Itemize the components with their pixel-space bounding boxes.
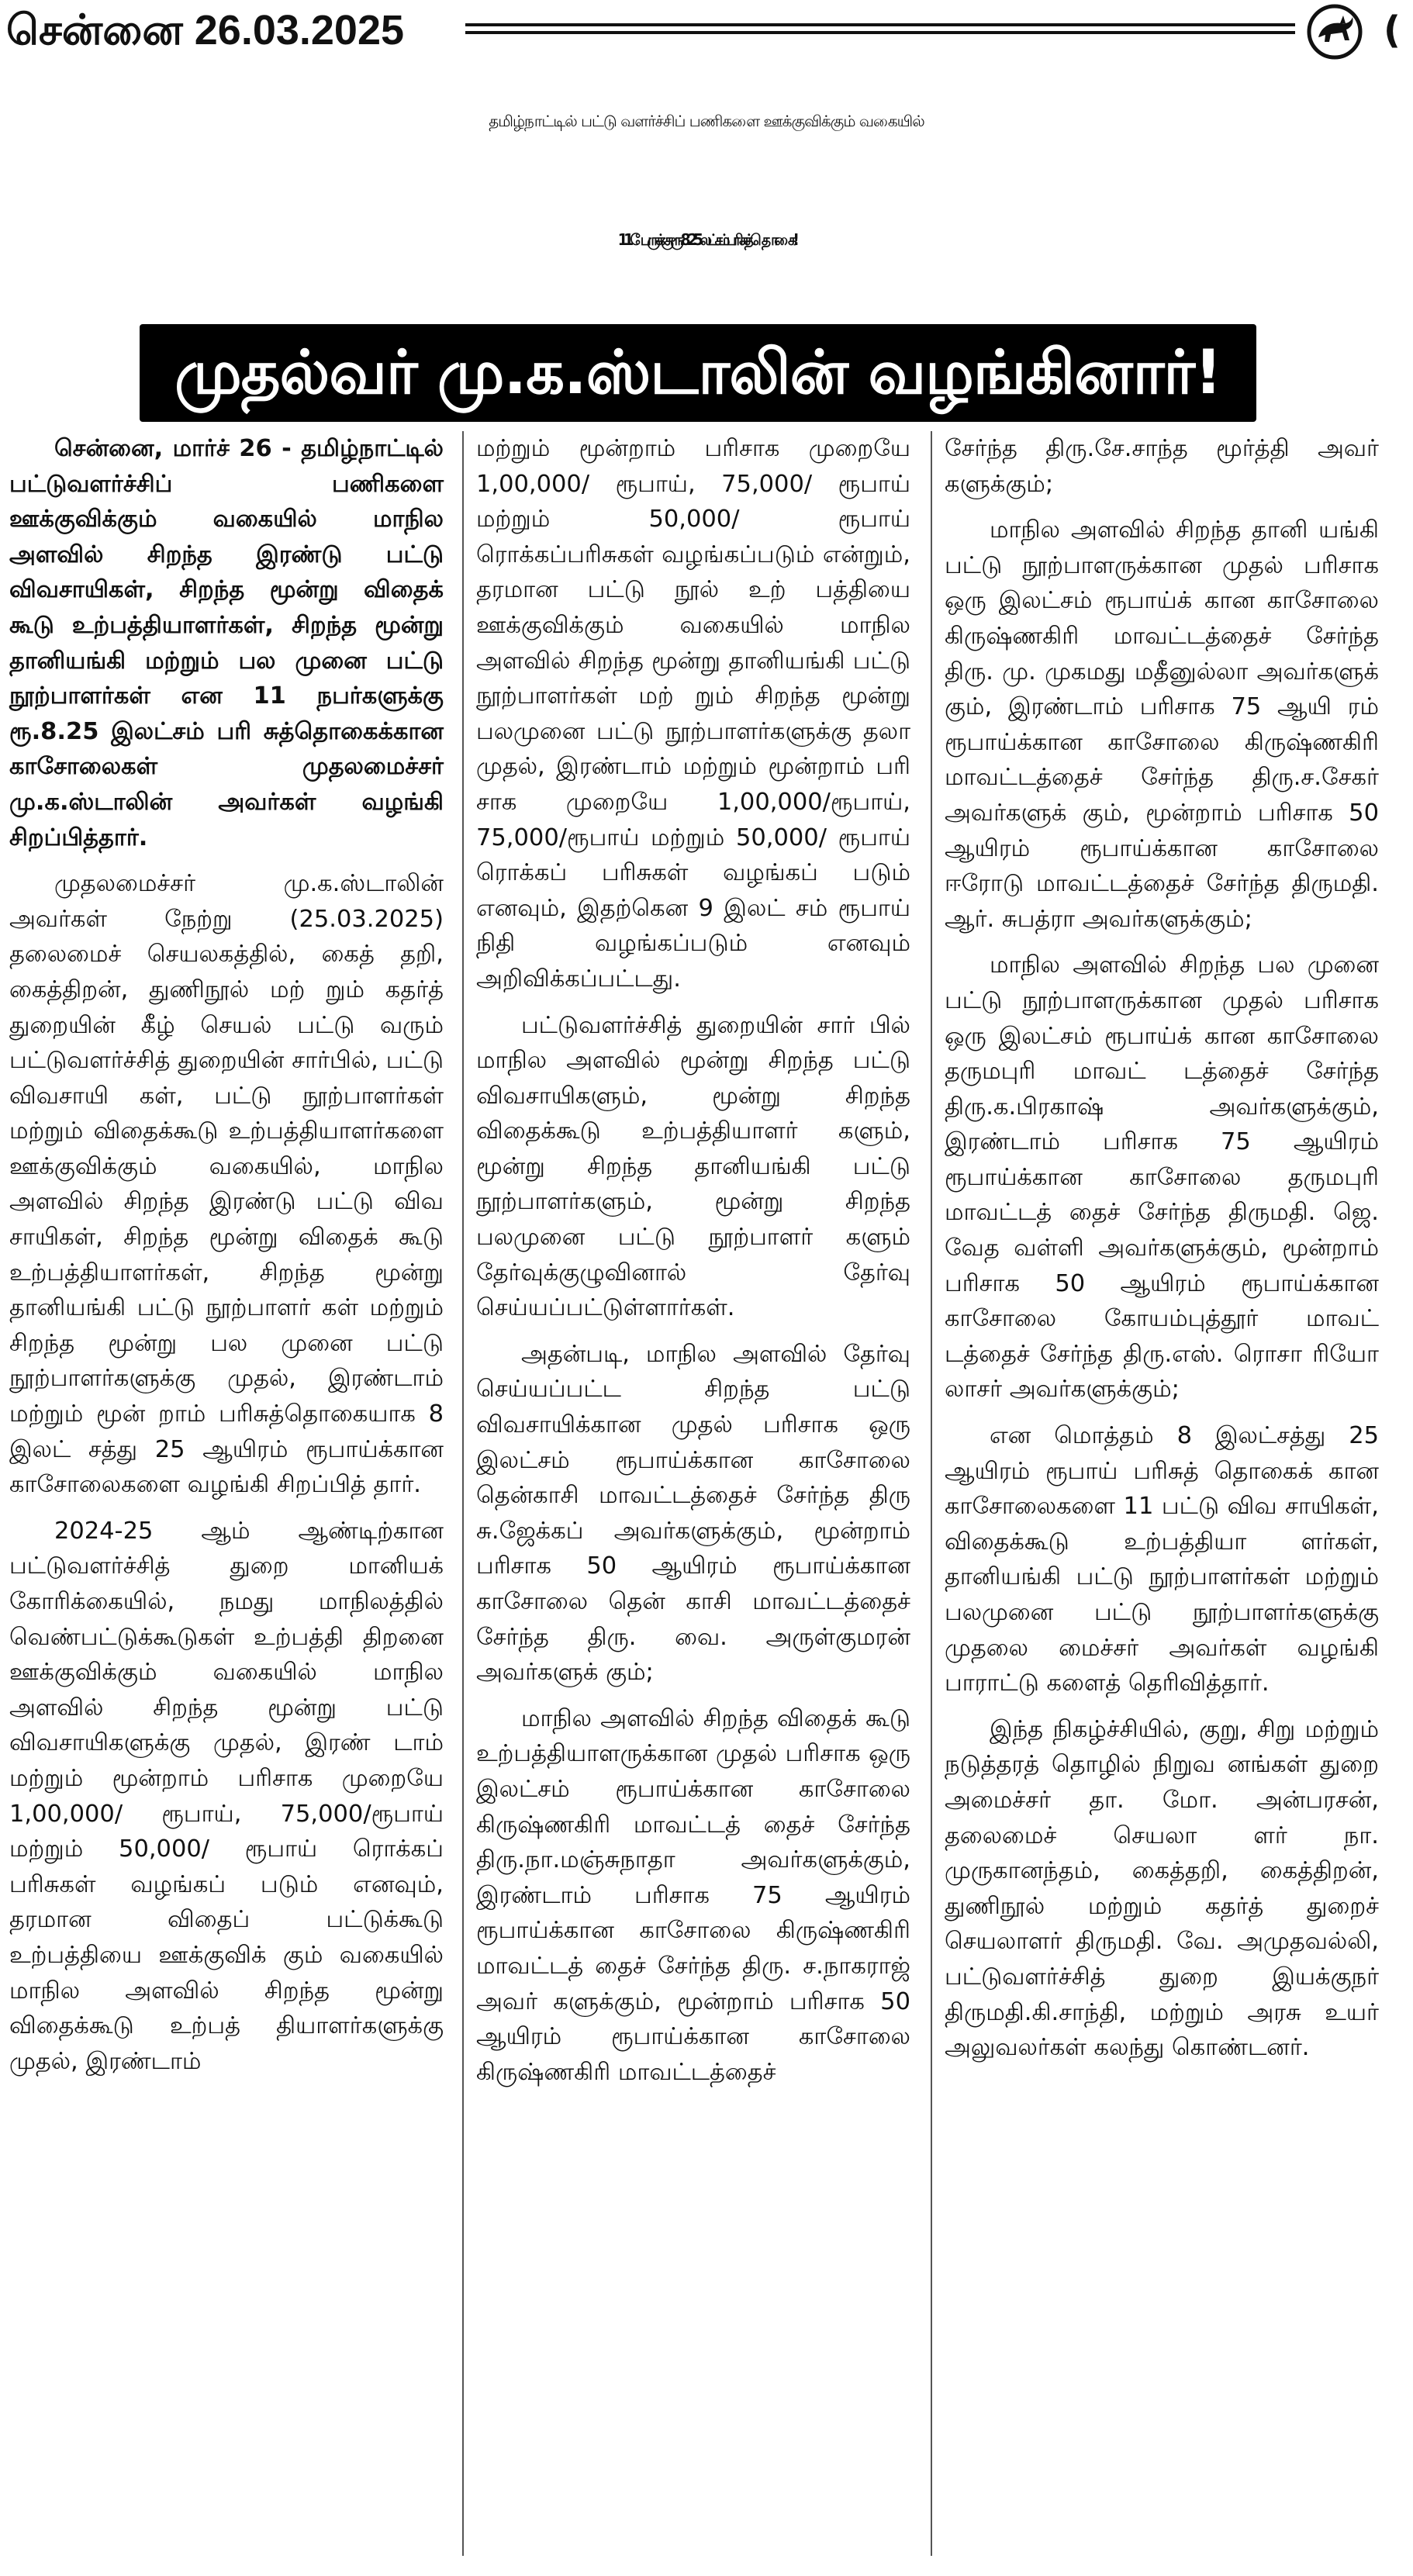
article-paragraph: பட்டுவளர்ச்சித் துறையின் சார் பில் மாநில அளவில் மூன்று சிறந்த பட்டு விவசாயிகளும், மூன்று சிறந்த விதைக்கூடு உற்பத்தியாளர் களும், மூன்று சிறந்த தானியங்கி பட்டு நூற்பாளர்களும், மூன்று சிறந்த பலமுனை பட்டு நூற்பாளர் களும் தேர்வுக்குழுவினால் தேர்வு செய்யப்பட்டுள்ளார்கள். xyxy=(476,1011,910,1322)
article-paragraph: முதலமைச்சர் மு.க.ஸ்டாலின் அவர்கள் நேற்று (25.03.2025) தலைமைச் செயலகத்தில், கைத் தறி, கைத்திறன், துணிநூல் மற் றும் கதர்த் துறையின் கீழ் செயல் பட்டு வரும் பட்டுவளர்ச்சித் துறையின் சார்பில், பட்டு விவசாயி கள், பட்டு நூற்பாளர்கள் மற்றும் விதைக்கூடு உற்பத்தியாளர்களை ஊக்குவிக்கும் வகையில், மாநில அளவில் சிறந்த இரண்டு பட்டு விவ சாயிகள், சிறந்த மூன்று விதைக் கூடு உற்பத்தியாளர்கள், சிறந்த மூன்று தானியங்கி பட்டு நூற்பாளர் கள் மற்றும் சிறந்த மூன்று பல முனை பட்டு நூற்பாளர்களுக்கு முதல், இரண்டாம் மற்றும் மூன் றாம் பரிசுத்தொகையாக 8 இலட் சத்து 25 ஆயிரம் ரூபாய்க்கான காசோலைகளை வழங்கி சிறப்பித் தார். xyxy=(9,870,444,1499)
article-paragraph: மாநில அளவில் சிறந்த பல முனை பட்டு நூற்பாளருக்கான முதல் பரிசாக ஒரு இலட்சம் ரூபாய்க் கான காசோலை தருமபுரி மாவட் டத்தைச் சேர்ந்த திரு.க.பிரகாஷ் அவர்களுக்கும், இரண்டாம் பரிசாக 75 ஆயிரம் ரூபாய்க்கான காசோலை தருமபுரி மாவட்டத் தைச் சேர்ந்த திருமதி. ஜெ. வேத வள்ளி அவர்களுக்கும், மூன்றாம் பரிசாக 50 ஆயிரம் ரூபாய்க்கான காசோலை கோயம்புத்தூர் மாவட் டத்தைச் சேர்ந்த திரு.எஸ். ரொசா ரியோ லாசர் அவர்களுக்கும்; xyxy=(945,951,1379,1404)
bull-logo-icon xyxy=(1304,3,1365,60)
article-paragraph: அதன்படி, மாநில அளவில் தேர்வு செய்யப்பட்ட சிறந்த பட்டு விவசாயிக்கான முதல் பரிசாக ஒரு இலட்சம் ரூபாய்க்கான காசோலை தென்காசி மாவட்டத்தைச் சேர்ந்த திரு சு.ஜேக்கப் அவர்களுக்கும், மூன்றாம் பரிசாக 50 ஆயிரம் ரூபாய்க்கான காசோலை தென் காசி மாவட்டத்தைச் சேர்ந்த திரு. வை. அருள்குமரன் அவர்களுக் கும்; xyxy=(476,1340,910,1687)
dateline: சென்னை, மார்ச் 26 - xyxy=(54,435,292,462)
main-headline: 11 பேருக்கு ரூ.8.25 லட்சம் பரிசுத் தொகை! xyxy=(617,230,796,249)
article-lead xyxy=(9,431,444,855)
article-paragraph: இந்த நிகழ்ச்சியில், குறு, சிறு மற்றும் நடுத்தரத் தொழில் நிறுவ னங்கள் துறை அமைச்சர் தா. மோ. அன்பரசன், தலைமைச் செயலா ளர் நா. முருகானந்தம், கைத்தறி, கைத்திறன், துணிநூல் மற்றும் கதர்த் துறைச் செயலாளர் திருமதி. வே. அமுதவல்லி, பட்டுவளர்ச்சித் துறை இயக்குநர் திருமதி.கி.சாந்தி, மற்றும் அரசு உயர் அலுவலர்கள் கலந்து கொண்டனர். xyxy=(945,1715,1379,2062)
column-divider xyxy=(931,431,932,2556)
article-paragraph: 2024-25 ஆம் ஆண்டிற்கான பட்டுவளர்ச்சித் துறை மானியக் கோரிக்கையில், நமது மாநிலத்தில் வெண்பட்டுக்கூடுகள் உற்பத்தி திறனை ஊக்குவிக்கும் வகையில் மாநில அளவில் சிறந்த மூன்று பட்டு விவசாயிகளுக்கு முதல், இரண் டாம் மற்றும் மூன்றாம் பரிசாக முறையே 1,00,000/ ரூபாய், 75,000/ரூபாய் மற்றும் 50,000/ ரூபாய் ரொக்கப் பரிசுகள் வழங்கப் படும் எனவும், தரமான விதைப் பட்டுக்கூடு உற்பத்தியை ஊக்குவிக் கும் வகையில் மாநில அளவில் சிறந்த மூன்று விதைக்கூடு உற்பத் தியாளர்களுக்கு முதல், இரண்டாம் xyxy=(9,1517,444,2075)
kicker-headline: தமிழ்நாட்டில் பட்டு வளர்ச்சிப் பணிகளை ஊக்குவிக்கும் வகையில் xyxy=(489,112,924,130)
article-column-1 xyxy=(9,431,444,2090)
article-paragraph: சேர்ந்த திரு.சே.சாந்த மூர்த்தி அவர் களுக்கும்; xyxy=(945,435,1379,498)
subhead-text: முதல்வர் மு.க.ஸ்டாலின் வழங்கினார்! xyxy=(174,338,1221,408)
article-paragraph: என மொத்தம் 8 இலட்சத்து 25 ஆயிரம் ரூபாய் பரிசுத் தொகைக் கான காசோலைகளை 11 பட்டு விவ சாயிகள், விதைக்கூடு உற்பத்தியா ளர்கள், தானியங்கி பட்டு நூற்பாளர்கள் மற்றும் பலமுனை பட்டு நூற்பாளர்களுக்கு முதலை மைச்சர் அவர்கள் வழங்கி பாராட்டு களைத் தெரிவித்தார். xyxy=(945,1422,1379,1697)
masthead xyxy=(0,0,1413,60)
article-column-3 xyxy=(945,431,1379,2077)
article-column-2 xyxy=(476,431,910,2101)
city-date: சென்னை 26.03.2025 xyxy=(6,7,405,54)
lead-text: தமிழ்நாட்டில் பட்டுவளர்ச்சிப் பணிகளை ஊக்குவிக்கும் வகையில் மாநில அளவில் சிறந்த இரண்டு பட்டு விவசாயிகள், சிறந்த மூன்று விதைக் கூடு உற்பத்தியாளர்கள், சிறந்த மூன்று தானியங்கி மற்றும் பல முனை பட்டு நூற்பாளர்கள் என 11 நபர்களுக்கு ரூ.8.25 இலட்சம் பரி சுத்தொகைக்கான காசோலைகள் முதலமைச்சர் மு.க.ஸ்டாலின் அவர்கள் வழங்கி சிறப்பித்தார். xyxy=(9,435,444,851)
masthead-rule xyxy=(465,23,1295,34)
article-paragraph: மாநில அளவில் சிறந்த தானி யங்கி பட்டு நூற்பாளருக்கான முதல் பரிசாக ஒரு இலட்சம் ரூபாய்க் கான காசோலை கிருஷ்ணகிரி மாவட்டத்தைச் சேர்ந்த திரு. மு. முகமது மதீனுல்லா அவர்களுக் கும், இரண்டாம் பரிசாக 75 ஆயி ரம் ரூபாய்க்கான காசோலை கிருஷ்ணகிரி மாவட்டத்தைச் சேர்ந்த திரு.ச.சேகர் அவர்களுக் கும், மூன்றாம் பரிசாக 50 ஆயிரம் ரூபாய்க்கான காசோலை ஈரோடு மாவட்டத்தைச் சேர்ந்த திருமதி. ஆர். சுபத்ரா அவர்களுக்கும்; xyxy=(945,516,1379,933)
page-edge-mark: ( xyxy=(1384,9,1401,52)
article-paragraph: மாநில அளவில் சிறந்த விதைக் கூடு உற்பத்தியாளருக்கான முதல் பரிசாக ஒரு இலட்சம் ரூபாய்க்கான காசோலை கிருஷ்ணகிரி மாவட்டத் தைச் சேர்ந்த திரு.நா.மஞ்சுநாதா அவர்களுக்கும், இரண்டாம் பரிசாக 75 ஆயிரம் ரூபாய்க்கான காசோலை கிருஷ்ணகிரி மாவட்டத் தைச் சேர்ந்த திரு. ச.நாகராஜ் அவர் களுக்கும், மூன்றாம் பரிசாக 50 ஆயிரம் ரூபாய்க்கான காசோலை கிருஷ்ணகிரி மாவட்டத்தைச் xyxy=(476,1704,910,2086)
subhead-banner xyxy=(140,324,1256,422)
article-paragraph: மற்றும் மூன்றாம் பரிசாக முறையே 1,00,000/ ரூபாய், 75,000/ ரூபாய் மற்றும் 50,000/ ரூபாய் ரொக்கப்பரிசுகள் வழங்கப்படும் என்றும், தரமான பட்டு நூல் உற் பத்தியை ஊக்குவிக்கும் வகையில் மாநில அளவில் சிறந்த மூன்று தானியங்கி பட்டு நூற்பாளர்கள் மற் றும் சிறந்த மூன்று பலமுனை பட்டு நூற்பாளர்களுக்கு தலா முதல், இரண்டாம் மற்றும் மூன்றாம் பரி சாக முறையே 1,00,000/ரூபாய், 75,000/ரூபாய் மற்றும் 50,000/ ரூபாய் ரொக்கப் பரிசுகள் வழங்கப் படும் எனவும், இதற்கென 9 இலட் சம் ரூபாய் நிதி வழங்கப்படும் எனவும் அறிவிக்கப்பட்டது. xyxy=(476,435,910,993)
column-divider xyxy=(462,431,464,2556)
